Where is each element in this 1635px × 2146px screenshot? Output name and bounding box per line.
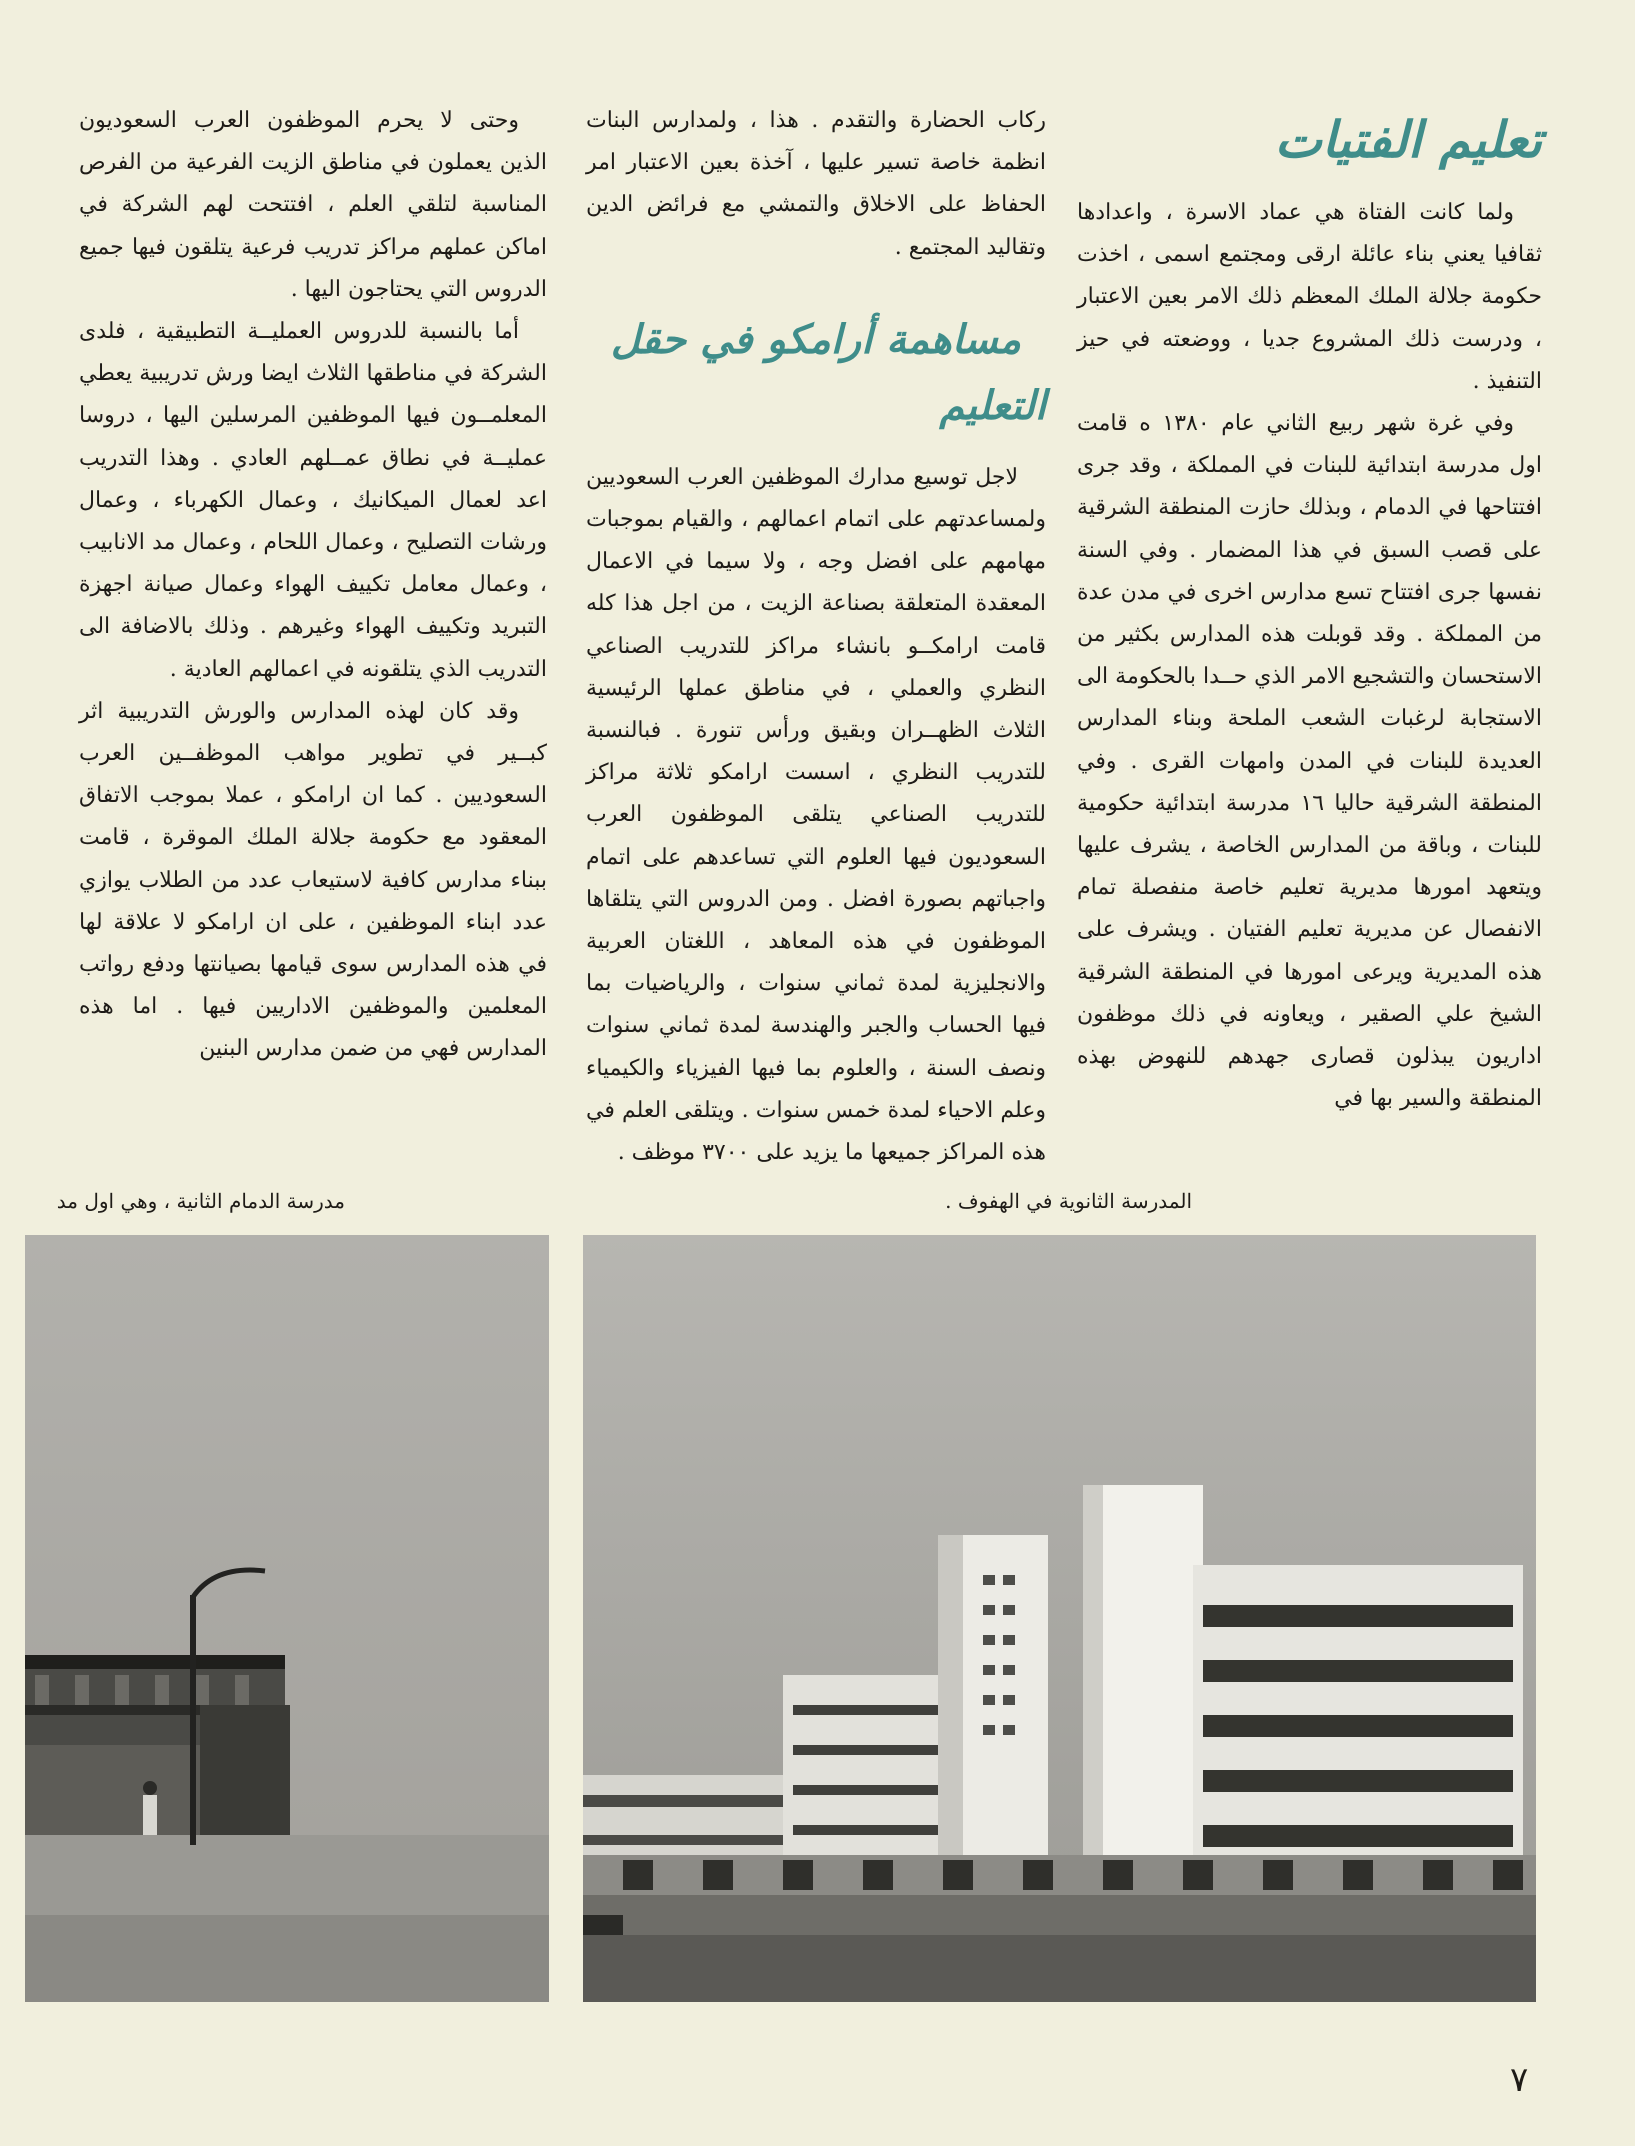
heading-girls-education: تعليم الفتيات xyxy=(1274,110,1542,169)
paragraph: ولما كانت الفتاة هي عماد الاسرة ، واعدادها ثقافيا يعني بناء عائلة ارقى ومجتمع اسمى ، اخذت حكومة جلالة الملك المعظم ذلك الامر بعين الاعتبار ، ودرست ذلك المشروع جديا ، ووضعته في حيز التنفيذ . xyxy=(1077,200,1542,394)
photo-hofuf-school xyxy=(583,1235,1536,2002)
paragraph: أما بالنسبة للدروس العمليــة التطبيقية ، فلدى الشركة في مناطقها الثلاث ايضا ورش تدريبية يعطي المعلمــون فيها الموظفين المرسلين اليها ، دروسا عمليــة في نطاق عمــلهم العادي . وهذا التدريب اعد لعمال الميكانيك ، وعمال الكهرباء ، وعمال ورشات التصليح ، وعمال اللحام ، وعمال مد الانابيب ، وعمال معامل تكييف الهواء وعمال صيانة اجهزة التبريد وتكييف الهواء وغيرهم . وذلك بالاضافة الى التدريب الذي يتلقونه في اعمالهم العادية . xyxy=(79,319,547,682)
photo-dammam-school xyxy=(25,1235,549,2002)
page-number: ٧ xyxy=(1510,2060,1529,2100)
heading-aramco-contribution: مساهمة أرامكو في حقل التعليم xyxy=(610,315,1046,429)
article-column-middle xyxy=(586,100,1046,1174)
paragraph: لاجل توسيع مدارك الموظفين العرب السعوديين ولمساعدتهم على اتمام اعمالهم ، والقيام بموجبات مهامهم على افضل وجه ، ولا سيما في الاعمال المعقدة المتعلقة بصناعة الزيت ، من اجل هذا كله قامت ارامكــو بانشاء مراكز للتدريب الصناعي النظري والعملي ، في مناطق عملها الرئيسية الثلاث الظهــران وبقيق ورأس تنورة . فبالنسبة للتدريب النظري ، اسست ارامكو ثلاثة مراكز للتدريب الصناعي يتلقى الموظفون العرب السعوديون فيها العلوم التي تساعدهم على اتمام واجباتهم بصورة افضل . ومن الدروس التي يتلقاها الموظفون في هذه المعاهد ، اللغتان العربية والانجليزية لمدة ثماني سنوات ، والرياضيات بما فيها الحساب والجبر والهندسة لمدة ثماني سنوات ونصف السنة ، والعلوم بما فيها الفيزياء والكيمياء وعلم الاحياء لمدة خمس سنوات . ويتلقى العلم في هذه المراكز جميعها ما يزيد على ٣٧٠٠ موظف . xyxy=(586,464,1046,1166)
paragraph: ركاب الحضارة والتقدم . هذا ، ولمدارس البنات انظمة خاصة تسير عليها ، آخذة بعين الاعتبار امر الحفاظ على الاخلاق والتمشي مع فرائض الدين وتقاليد المجتمع . xyxy=(586,108,1046,260)
paragraph: وقد كان لهذه المدارس والورش التدريبية اثر كبــير في تطوير مواهب الموظفــين العرب السعوديين . كما ان ارامكو ، عملا بموجب الاتفاق المعقود مع حكومة جلالة الملك الموقرة ، قامت ببناء مدارس كافية لاستيعاب عدد من الطلاب يوازي عدد ابناء الموظفين ، على ان ارامكو لا علاقة لها في هذه المدارس سوى قيامها بصيانتها ودفع رواتب المعلمين والموظفين الاداريين فيها . اما هذه المدارس فهي من ضمن مدارس البنين xyxy=(79,698,547,1062)
photo-caption-hofuf: المدرسة الثانوية في الهفوف . xyxy=(945,1189,1192,1213)
paragraph: وفي غرة شهر ربيع الثاني عام ١٣٨٠ ه قامت اول مدرسة ابتدائية للبنات في المملكة ، وقد جرى افتتاحها في الدمام ، وبذلك حازت المنطقة الشرقية على قصب السبق في هذا المضمار . وفي السنة نفسها جرى افتتاح تسع مدارس اخرى في مدن عدة من المملكة . وقد قوبلت هذه المدارس بكثير من الاستحسان والتشجيع الامر الذي حــدا بالحكومة الى الاستجابة لرغبات الشعب الملحة وبناء المدارس العديدة للبنات في المدن وامهات القرى . وفي المنطقة الشرقية حاليا ١٦ مدرسة ابتدائية حكومية للبنات ، وباقة من المدارس الخاصة ، يشرف عليها ويتعهد امورها مديرية تعليم خاصة منفصلة تمام الانفصال عن مديرية تعليم الفتيان . ويشرف على هذه المديرية ويرعى امورها في المنطقة الشرقية الشيخ علي الصقير ، ويعاونه في ذلك موظفون اداريون يبذلون قصارى جهدهم للنهوض بهذه المنطقة والسير بها في xyxy=(1077,411,1543,1112)
article-column-right xyxy=(1077,100,1542,1120)
paragraph: وحتى لا يحرم الموظفون العرب السعوديون الذين يعملون في مناطق الزيت الفرعية من الفرص المناسبة لتلقي العلم ، افتتحت لهم الشركة في اماكن عملهم مراكز تدريب فرعية يتلقون فيها جميع الدروس التي يحتاجون اليها . xyxy=(79,108,547,302)
photo-caption-dammam: مدرسة الدمام الثانية ، وهي اول مد xyxy=(56,1189,345,1213)
article-column-left xyxy=(79,100,547,1071)
